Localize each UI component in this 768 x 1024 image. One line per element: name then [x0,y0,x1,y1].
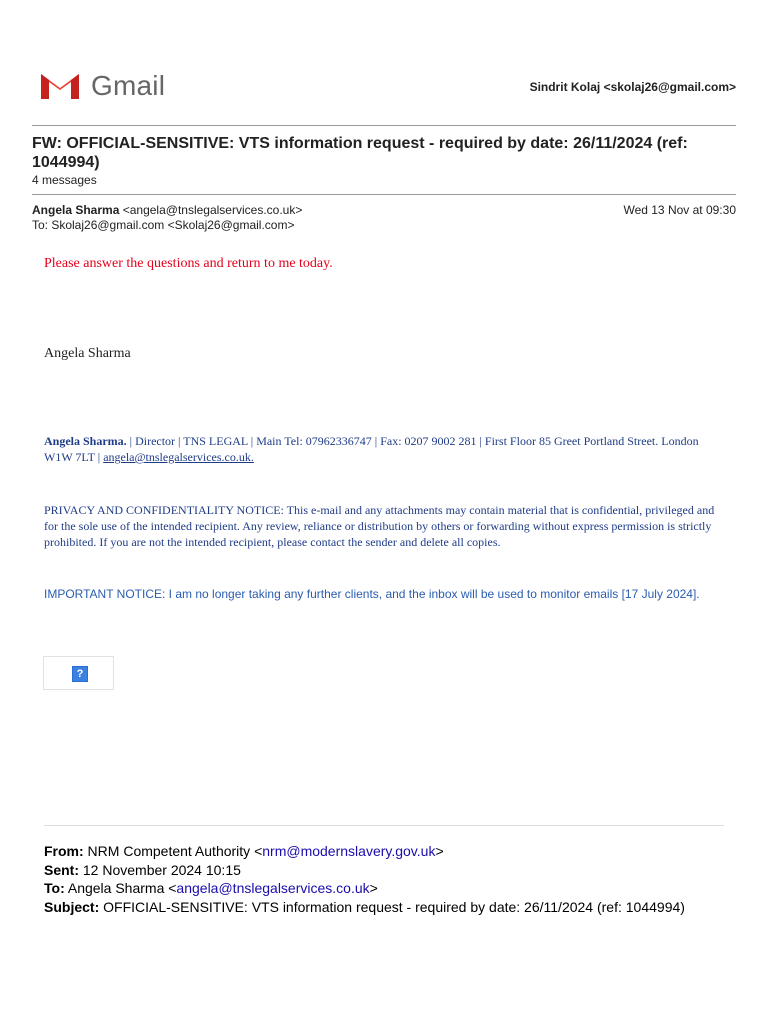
to-close: > [369,880,378,896]
thread-subject: FW: OFFICIAL-SENSITIVE: VTS information request - required by date: 26/11/2024 (ref: 1044994) [32,135,688,171]
subject-value: OFFICIAL-SENSITIVE: VTS information request - required by date: 26/11/2024 (ref: 1044994) [99,898,685,915]
from-name: NRM Competent Authority < [83,843,263,859]
signature-name: Angela Sharma [44,346,131,361]
forwarded-subject [44,898,724,917]
signature-details: | Director | TNS LEGAL | Main Tel: 07962336747 | Fax: 0207 9002 281 | First Floor 85 Greet Portland Street. London W1W 7LT | [44,434,699,464]
signature-block [44,433,728,465]
gmail-m-icon [38,70,82,102]
from-email-link[interactable]: nrm@modernslavery.gov.uk [262,843,436,859]
gmail-logo [38,70,165,102]
forwarded-to [44,879,724,898]
message-sender [32,203,302,217]
message-recipient: To: Skolaj26@gmail.com <Skolaj26@gmail.com> [32,218,295,232]
embedded-image-frame [43,656,114,690]
sent-label: Sent: [44,861,79,878]
forward-divider [44,825,724,826]
from-label: From: [44,843,84,859]
to-name: Angela Sharma < [64,880,177,896]
from-close: > [435,843,444,859]
broken-image-icon: ? [72,666,88,682]
privacy-notice: PRIVACY AND CONFIDENTIALITY NOTICE: This e-mail and any attachments may contain material that is confidential, privileged and for the sole use of the intended recipient. Any review, reliance or distribution by others or forwarding without express permission is strictly prohibited. If you are not the intended recipient, please contact the sender and delete all copies. [44,503,715,549]
important-notice: IMPORTANT NOTICE: I am no longer taking any further clients, and the inbox will be used to monitor emails [17 July 2024]. [44,587,700,601]
to-email-link[interactable]: angela@tnslegalservices.co.uk [176,880,370,896]
request-text: Please answer the questions and return to me today. [44,256,333,271]
message-date: Wed 13 Nov at 09:30 [623,203,736,217]
forwarded-from [44,842,724,861]
header-divider [32,125,736,126]
signature-email-link[interactable]: angela@tnslegalservices.co.uk. [103,450,254,464]
to-label: To: [44,880,65,896]
sent-value: 12 November 2024 10:15 [79,861,241,878]
forwarded-header [44,842,724,916]
thread-divider [32,194,736,195]
forwarded-sent [44,861,724,880]
gmail-wordmark: Gmail [91,70,166,101]
sender-name: Angela Sharma [32,203,120,217]
account-identity: Sindrit Kolaj <skolaj26@gmail.com> [529,80,736,94]
sender-email: <angela@tnslegalservices.co.uk> [122,203,303,217]
message-count: 4 messages [32,173,97,187]
subject-label: Subject: [44,898,100,915]
signature-bold-name: Angela Sharma. [44,434,127,448]
